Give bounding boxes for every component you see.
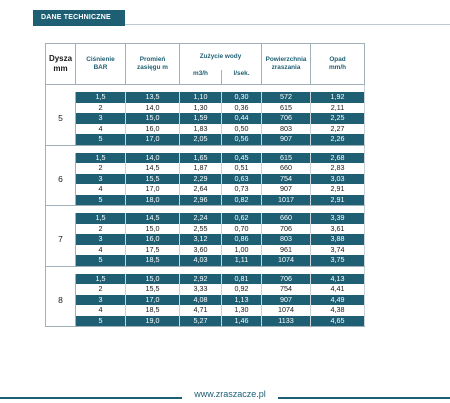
powierzchnia-cell: 961 [262,245,311,256]
promien-cell: 15,0 [126,113,180,124]
ls-cell: 0,82 [222,195,262,206]
powierzchnia-cell: 1074 [262,255,311,266]
promien-cell: 15,0 [126,224,180,235]
table-row [46,113,365,124]
powierzchnia-cell: 754 [262,174,311,185]
cisnienie-cell: 2 [76,224,126,235]
powierzchnia-cell: 1017 [262,195,311,206]
opad-cell: 2,26 [311,134,365,145]
cisnienie-cell: 1,5 [76,92,126,103]
dysza-cell: 8 [46,274,76,327]
promien-cell: 14,5 [126,163,180,174]
spacer-cell [46,85,365,93]
opad-cell: 1,92 [311,92,365,103]
table-row [46,213,365,224]
opad-cell: 2,68 [311,153,365,164]
opad-cell: 2,91 [311,184,365,195]
powierzchnia-cell: 706 [262,113,311,124]
m3h-cell: 4,08 [180,295,222,306]
header-zuzycie-label: Zużycie wody [199,53,242,60]
cisnienie-cell: 1,5 [76,153,126,164]
opad-cell: 2,83 [311,163,365,174]
m3h-cell: 3,33 [180,284,222,295]
promien-cell: 14,0 [126,103,180,114]
promien-cell: 18,0 [126,195,180,206]
powierzchnia-cell: 907 [262,295,311,306]
header-powierzchnia-unit: zraszania [271,64,301,71]
cisnienie-cell: 2 [76,163,126,174]
powierzchnia-cell: 706 [262,274,311,285]
cisnienie-cell: 5 [76,255,126,266]
table-header [46,44,365,85]
technical-data-table [45,43,365,327]
footer-rule-right [278,397,450,399]
powierzchnia-cell: 706 [262,224,311,235]
opad-cell: 4,65 [311,316,365,327]
group-spacer [46,206,365,214]
promien-cell: 14,5 [126,213,180,224]
opad-cell: 2,91 [311,195,365,206]
ls-cell: 0,92 [222,284,262,295]
promien-cell: 15,5 [126,284,180,295]
ls-cell: 0,50 [222,124,262,135]
m3h-cell: 1,59 [180,113,222,124]
opad-cell: 3,88 [311,234,365,245]
promien-cell: 15,5 [126,174,180,185]
m3h-cell: 4,03 [180,255,222,266]
table-row [46,255,365,266]
powierzchnia-cell: 907 [262,134,311,145]
m3h-cell: 2,96 [180,195,222,206]
footer-rule-left [0,397,182,399]
promien-cell: 18,5 [126,305,180,316]
table-row [46,224,365,235]
cisnienie-cell: 5 [76,195,126,206]
promien-cell: 14,0 [126,153,180,164]
ls-cell: 0,45 [222,153,262,164]
header-dysza-unit: mm [53,64,68,73]
m3h-cell: 1,30 [180,103,222,114]
table-row [46,163,365,174]
header-promien-label: Promień [139,56,166,63]
cisnienie-cell: 1,5 [76,213,126,224]
ls-cell: 0,56 [222,134,262,145]
powierzchnia-cell: 754 [262,284,311,295]
cisnienie-cell: 2 [76,284,126,295]
promien-cell: 16,0 [126,124,180,135]
cisnienie-cell: 4 [76,305,126,316]
opad-cell: 4,41 [311,284,365,295]
opad-cell: 4,13 [311,274,365,285]
m3h-cell: 2,24 [180,213,222,224]
header-opad-label: Opad [329,56,346,63]
section-divider [125,24,450,25]
m3h-cell: 1,87 [180,163,222,174]
table-row [46,92,365,103]
m3h-cell: 3,60 [180,245,222,256]
cisnienie-cell: 1,5 [76,274,126,285]
m3h-cell: 1,83 [180,124,222,135]
header-cisnienie-label: Ciśnienie [86,56,115,63]
header-cisnienie [76,44,126,85]
powierzchnia-cell: 660 [262,163,311,174]
opad-cell: 3,39 [311,213,365,224]
section-title: DANE TECHNICZNE [33,10,125,26]
cisnienie-cell: 3 [76,295,126,306]
opad-cell: 3,74 [311,245,365,256]
header-dysza-label: Dysza [48,54,73,63]
table-row [46,316,365,327]
m3h-cell: 4,71 [180,305,222,316]
header-promien-unit: zasięgu m [137,64,168,71]
cisnienie-cell: 2 [76,103,126,114]
table-row [46,195,365,206]
header-zuzycie [180,44,262,71]
opad-cell: 3,75 [311,255,365,266]
ls-cell: 1,46 [222,316,262,327]
group-spacer [46,266,365,274]
powierzchnia-cell: 803 [262,234,311,245]
m3h-cell: 5,27 [180,316,222,327]
powierzchnia-cell: 1133 [262,316,311,327]
m3h-cell: 2,29 [180,174,222,185]
header-powierzchnia [262,44,311,85]
promien-cell: 17,0 [126,295,180,306]
opad-cell: 4,49 [311,295,365,306]
footer-url[interactable]: www.zraszacze.pl [194,389,266,399]
cisnienie-cell: 3 [76,234,126,245]
promien-cell: 18,5 [126,255,180,266]
table-row [46,305,365,316]
ls-cell: 0,44 [222,113,262,124]
ls-cell: 0,63 [222,174,262,185]
ls-cell: 1,11 [222,255,262,266]
cisnienie-cell: 4 [76,184,126,195]
promien-cell: 19,0 [126,316,180,327]
table-row [46,174,365,185]
dysza-cell: 6 [46,153,76,206]
ls-cell: 0,70 [222,224,262,235]
cisnienie-cell: 4 [76,124,126,135]
header-opad [311,44,365,85]
group-spacer [46,85,365,93]
header-opad-unit: mm/h [328,64,347,71]
opad-cell: 2,11 [311,103,365,114]
powierzchnia-cell: 907 [262,184,311,195]
ls-cell: 0,36 [222,103,262,114]
ls-cell: 1,13 [222,295,262,306]
opad-cell: 2,25 [311,113,365,124]
dysza-cell: 5 [46,92,76,145]
header-cisnienie-unit: BAR [93,64,108,71]
table-row [46,245,365,256]
cisnienie-cell: 3 [76,174,126,185]
table-row [46,103,365,114]
header-zuzycie-m3h: m3/h [180,70,222,85]
promien-cell: 16,0 [126,234,180,245]
table-row [46,184,365,195]
cisnienie-cell: 5 [76,134,126,145]
powierzchnia-cell: 803 [262,124,311,135]
ls-cell: 0,30 [222,92,262,103]
cisnienie-cell: 3 [76,113,126,124]
spacer-cell [46,145,365,153]
table-row [46,153,365,164]
spacer-cell [46,206,365,214]
opad-cell: 3,03 [311,174,365,185]
ls-cell: 0,51 [222,163,262,174]
header-powierzchnia-label: Powierzchnia [265,56,307,63]
spacer-cell [46,266,365,274]
dysza-cell: 7 [46,213,76,266]
header-dysza [46,44,76,85]
m3h-cell: 2,64 [180,184,222,195]
ls-cell: 0,62 [222,213,262,224]
opad-cell: 4,38 [311,305,365,316]
table-row [46,124,365,135]
m3h-cell: 2,05 [180,134,222,145]
m3h-cell: 1,65 [180,153,222,164]
table-row [46,284,365,295]
powierzchnia-cell: 1074 [262,305,311,316]
opad-cell: 2,27 [311,124,365,135]
ls-cell: 1,30 [222,305,262,316]
group-spacer [46,145,365,153]
powierzchnia-cell: 572 [262,92,311,103]
table-row [46,295,365,306]
promien-cell: 17,5 [126,245,180,256]
powierzchnia-cell: 660 [262,213,311,224]
ls-cell: 0,81 [222,274,262,285]
table-row [46,134,365,145]
cisnienie-cell: 5 [76,316,126,327]
table-body [46,85,365,327]
m3h-cell: 1,10 [180,92,222,103]
ls-cell: 0,73 [222,184,262,195]
ls-cell: 1,00 [222,245,262,256]
powierzchnia-cell: 615 [262,153,311,164]
promien-cell: 13,5 [126,92,180,103]
header-zuzycie-ls: l/sek. [222,70,262,85]
promien-cell: 17,0 [126,134,180,145]
m3h-cell: 3,12 [180,234,222,245]
powierzchnia-cell: 615 [262,103,311,114]
m3h-cell: 2,92 [180,274,222,285]
ls-cell: 0,86 [222,234,262,245]
m3h-cell: 2,55 [180,224,222,235]
opad-cell: 3,61 [311,224,365,235]
table-row [46,274,365,285]
cisnienie-cell: 4 [76,245,126,256]
table-row [46,234,365,245]
header-promien [126,44,180,85]
promien-cell: 17,0 [126,184,180,195]
promien-cell: 15,0 [126,274,180,285]
